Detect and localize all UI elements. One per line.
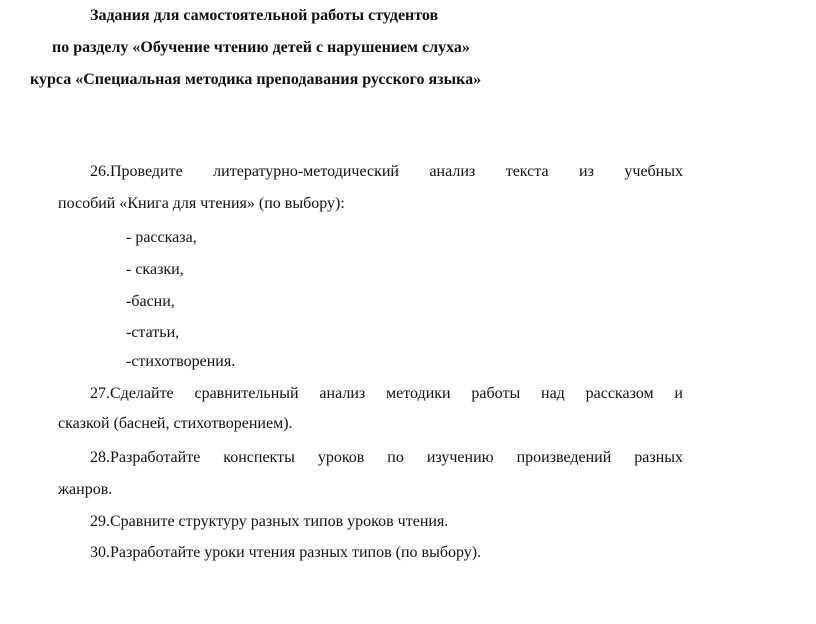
task-26-subitem: - сказки,	[126, 261, 184, 278]
task-26-subitem: -статьи,	[126, 324, 180, 341]
header-title-line-1: Задания для самостоятельной работы студентов	[90, 7, 439, 24]
task-26-subitem: - рассказа,	[126, 229, 197, 246]
task-26-subitem: -стихотворения.	[126, 353, 236, 370]
task-26-line-1: 26.Проведите литературно-методический анализ текста из учебных	[90, 163, 683, 180]
task-26-subitem: -басни,	[126, 293, 175, 310]
task-30-line-1: 30.Разработайте уроки чтения разных типов (по выбору).	[90, 544, 482, 561]
task-26-line-2: пособий «Книга для чтения» (по выбору):	[58, 195, 345, 212]
task-27-line-1: 27.Сделайте сравнительный анализ методики работы над рассказом и	[90, 385, 683, 402]
task-28-line-2: жанров.	[58, 481, 113, 498]
header-title-line-2: по разделу «Обучение чтению детей с нарушением слуха»	[52, 39, 470, 56]
task-29-line-1: 29.Сравните структуру разных типов уроков чтения.	[90, 513, 449, 530]
header-title-line-3: курса «Специальная методика преподавания русского языка»	[30, 71, 482, 88]
task-27-line-2: сказкой (басней, стихотворением).	[58, 415, 293, 432]
task-28-line-1: 28.Разработайте конспекты уроков по изучению произведений разных	[90, 449, 683, 466]
